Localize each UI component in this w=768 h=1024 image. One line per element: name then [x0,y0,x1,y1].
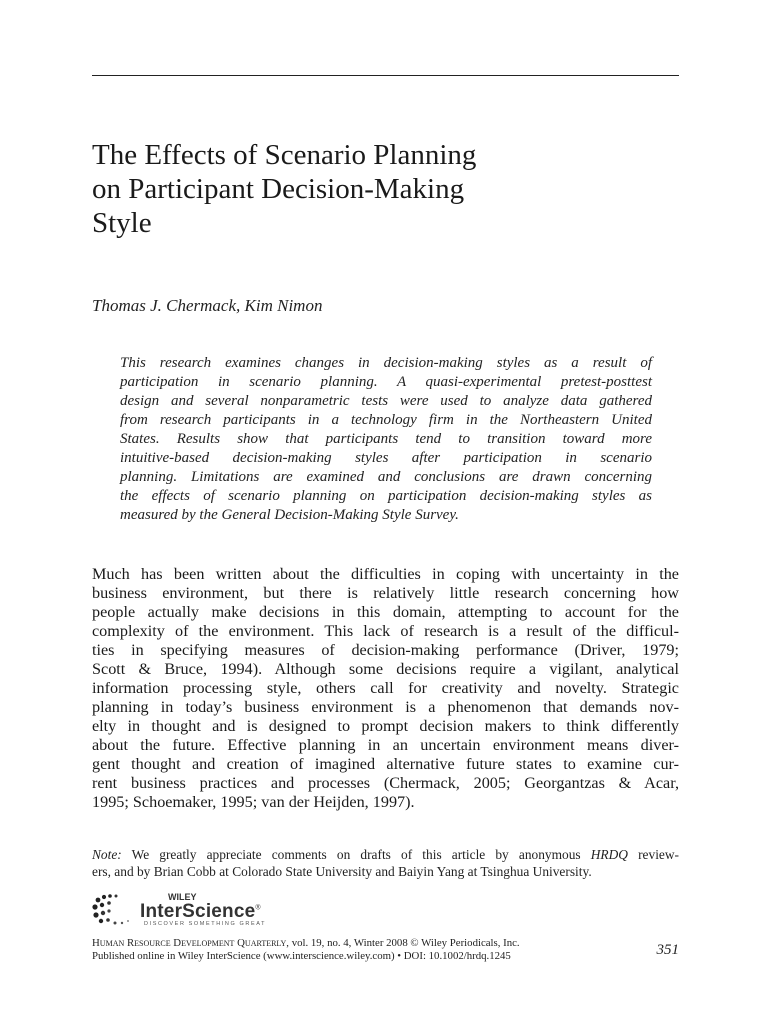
article-title [92,138,612,240]
body-line: rent business practices and processes (Chermack, 2005; Georgantzas & Acar, [92,774,679,792]
body-line: business environment, but there is relatively little research concerning how [92,584,679,602]
abstract-line: planning. Limitations are examined and conclusions are drawn concerning [120,469,652,485]
registered-mark: ® [255,904,261,912]
body-line: information processing style, others call for creativity and novelty. Strategic [92,679,679,697]
abstract-line: intuitive-based decision-making styles after participation in scenario [120,450,652,466]
title-line: The Effects of Scenario Planning [92,139,477,171]
body-line: Much has been written about the difficulties in coping with uncertainty in the [92,565,679,583]
body-line: complexity of the environment. This lack of research is a result of the difficul- [92,622,679,640]
page-number: 351 [656,942,679,958]
journal-name: Human Resource Development Quarterly [92,937,287,949]
abstract-line: from research participants in a technology firm in the Northeastern United [120,412,652,428]
logo-tagline: DISCOVER SOMETHING GREAT [144,921,267,927]
abstract-line: design and several nonparametric tests were used to analyze data gathered [120,393,652,409]
body-line: planning in today’s business environment is a phenomenon that demands nov- [92,698,679,716]
abstract-line: This research examines changes in decision-making styles as a result of [120,355,652,371]
acknowledgment-note [92,846,679,880]
footer-citation-line [92,937,679,950]
logo-publisher: WILEY [168,892,197,902]
logo-name-text: InterScience [140,901,256,922]
body-line: Scott & Bruce, 1994). Although some decisions require a vigilant, analytical [92,660,679,678]
title-line: Style [92,207,152,239]
note-text: review- [627,847,679,862]
note-line: ers, and by Brian Cobb at Colorado State University and Baiyin Yang at Tsinghua University. [92,864,592,879]
title-line: on Participant Decision-Making [92,173,465,205]
body-line: elty in thought and is designed to prompt decision makers to think differently [92,717,679,735]
author-list: Thomas J. Chermack, Kim Nimon [92,296,323,315]
footer-published-line: Published online in Wiley InterScience (www.interscience.wiley.com) • DOI: 10.1002/hrdq.1245 [92,950,511,962]
abstract-line: participation in scenario planning. A quasi-experimental pretest-posttest [120,374,652,390]
abstract-line: States. Results show that participants tend to transition toward more [120,431,652,447]
note-line [92,846,679,863]
body-paragraph [92,565,679,812]
logo-name [140,901,261,923]
wiley-interscience-logo [92,892,302,928]
body-line: ties in specifying measures of decision-making performance (Driver, 1979; [92,641,679,659]
note-text: We greatly appreciate comments on drafts of this article by anonymous [121,847,591,862]
abstract [120,354,652,525]
body-line: about the future. Effective planning in an uncertain environment means diver- [92,736,679,754]
publication-footer [92,937,679,963]
body-line: 1995; Schoemaker, 1995; van der Heijden, 1997). [92,793,415,811]
header-rule [92,75,679,76]
body-line: people actually make decisions in this domain, attempting to account for the [92,603,679,621]
note-label: Note: [92,847,122,862]
note-journal-abbrev: HRDQ [590,847,628,862]
abstract-line: the effects of scenario planning on participation decision-making styles as [120,488,652,504]
citation-details: , vol. 19, no. 4, Winter 2008 © Wiley Periodicals, Inc. [286,937,520,949]
body-line: gent thought and creation of imagined alternative future states to examine cur- [92,755,679,773]
abstract-line: measured by the General Decision-Making Style Survey. [120,507,459,523]
dotted-globe-icon [92,894,136,926]
